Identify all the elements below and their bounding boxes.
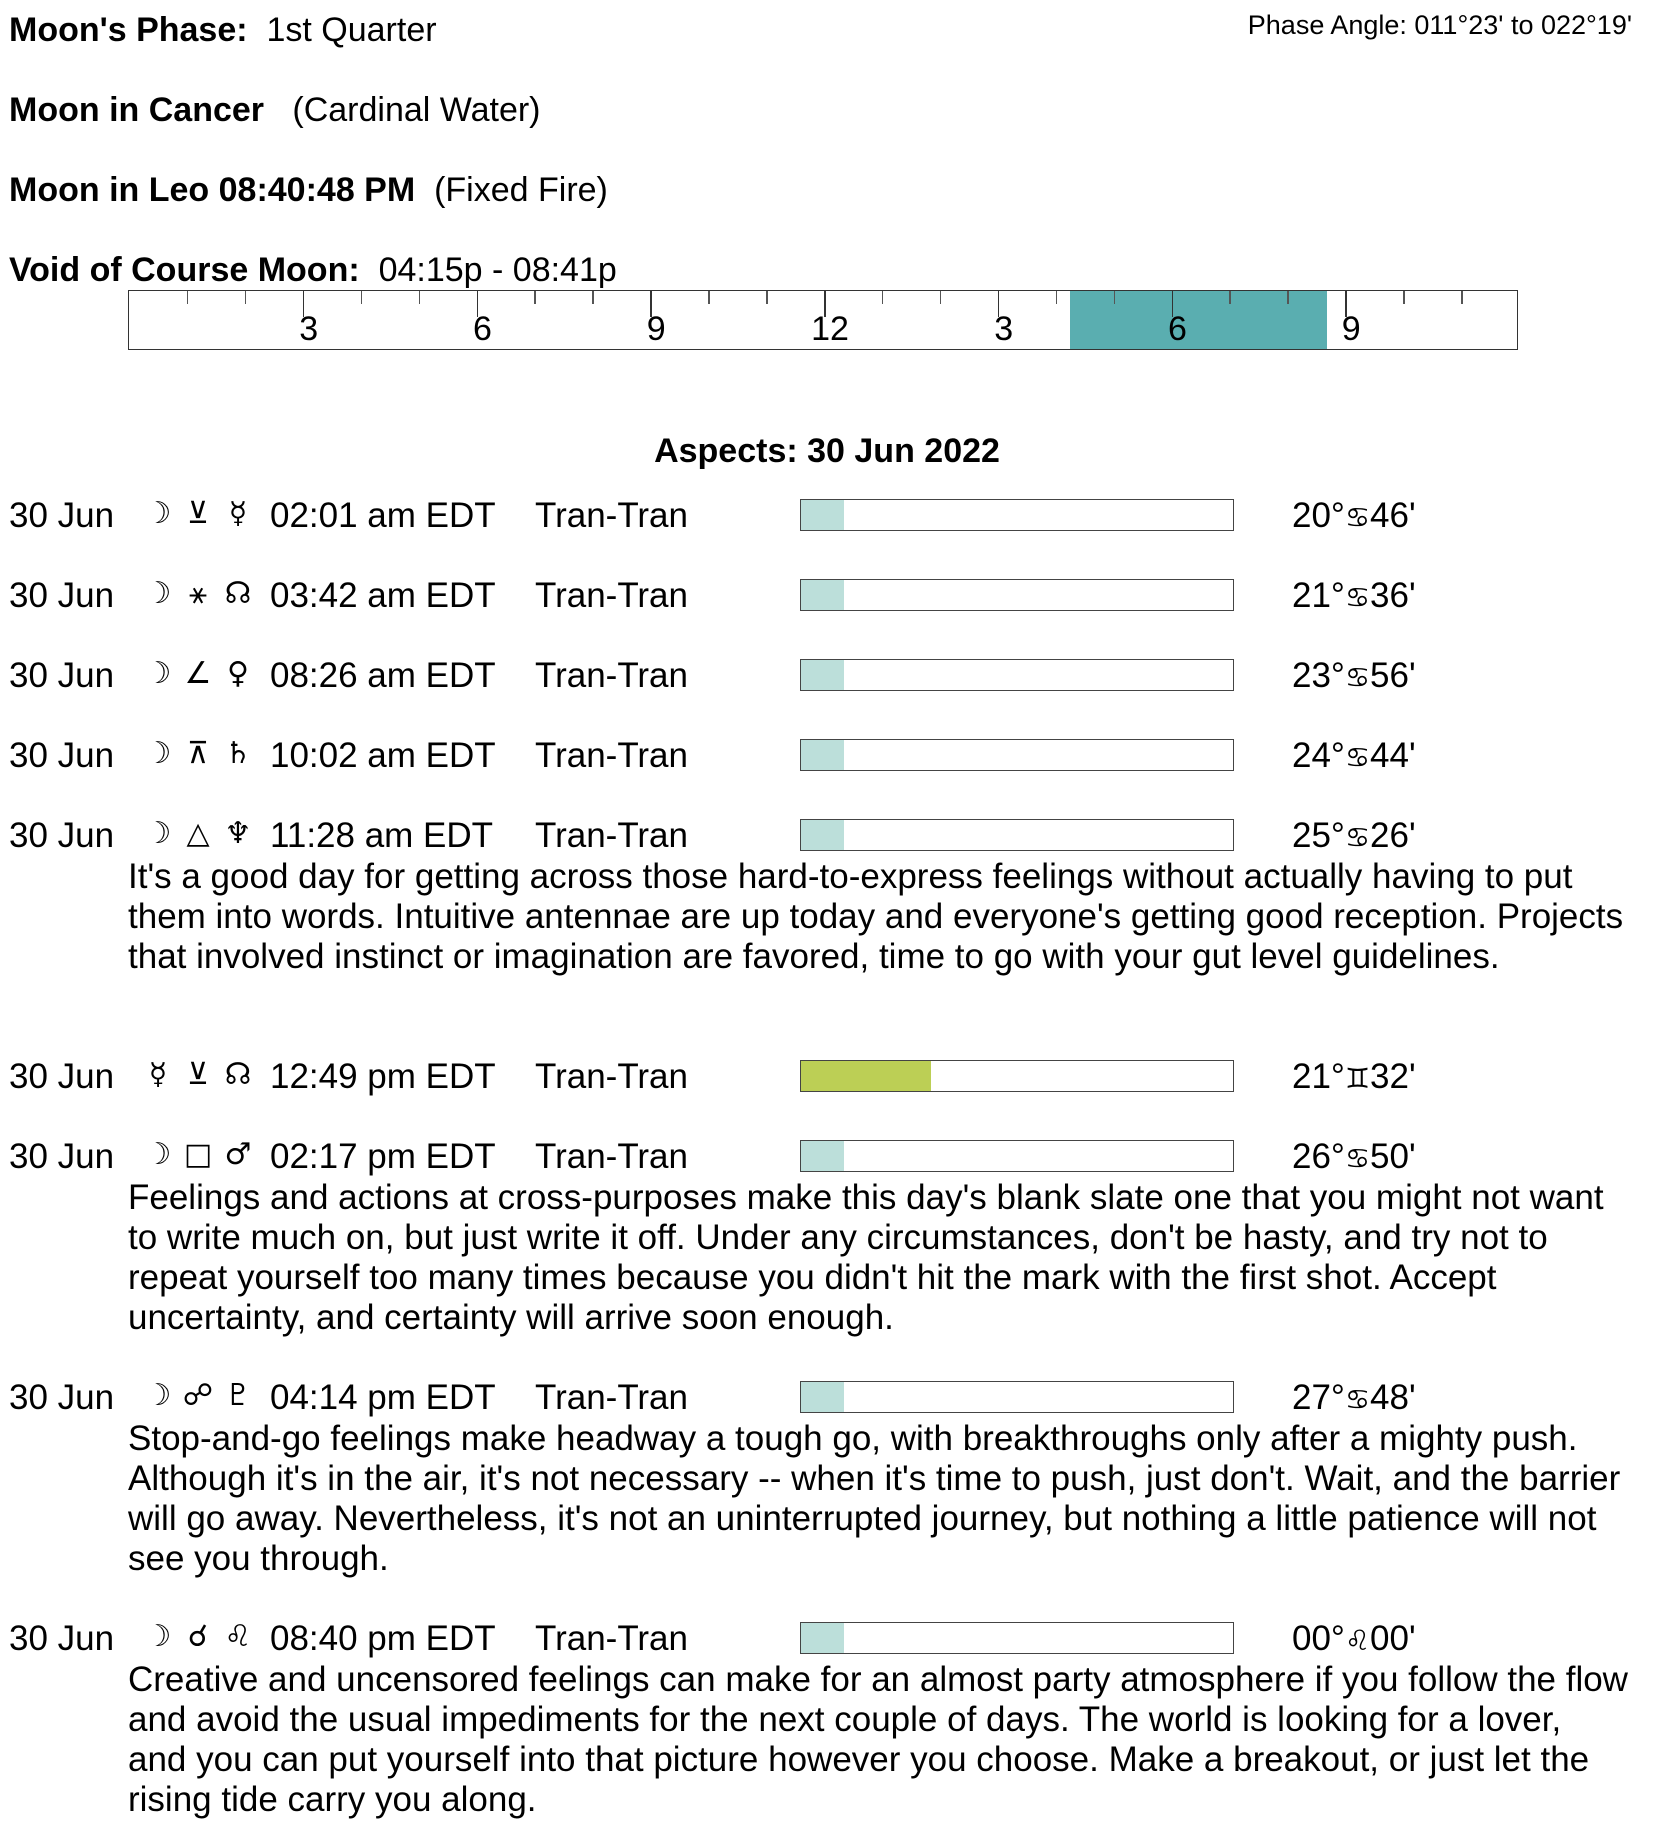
aspect-strength-fill [801,820,844,850]
position-degree: 24° [1292,736,1345,775]
timeline-hour-label: 9 [646,310,666,348]
moon-phase-value: 1st Quarter [266,11,437,49]
aspect-position [1292,736,1416,776]
aspect-position [1292,1378,1416,1418]
timeline-minor-tick [592,291,594,304]
aspect-date: 30 Jun [9,576,115,615]
aspect-time: 11:28 am EDT [270,816,494,855]
void-of-course-label: Void of Course Moon: [9,251,360,289]
zodiac-sign-icon: ♋ [1344,1142,1371,1175]
aspect-row [0,816,1654,860]
timeline-minor-tick [1114,291,1116,304]
moon-icon: ☽ [144,816,172,851]
moon-icon: ☽ [144,736,172,771]
aspect-date: 30 Jun [9,656,115,695]
aspect-kind: Tran-Tran [535,656,688,695]
aspect-row [0,496,1654,540]
sextile-icon: ⚹ [189,576,207,611]
zodiac-sign-icon: ♋ [1344,821,1371,854]
aspect-position [1292,576,1416,616]
aspect-time: 04:14 pm EDT [270,1378,496,1417]
leo-icon: ♌ [224,1619,252,1654]
position-minute: 44' [1370,736,1416,775]
phase-angle: Phase Angle: 011°23' to 022°19' [1247,10,1632,40]
timeline-hour-label: 12 [811,310,849,348]
position-minute: 26' [1370,816,1416,855]
aspect-glyphs [138,1619,258,1654]
semisextile-icon: ⊻ [187,496,209,531]
aspect-description: It's a good day for getting across those hard-to-express feelings without actually having to put them into words. Intuitive antennae are up today and everyone's getting good reception. Projects that involved instinct or imagination are favored, time to go with your gut level guidelines. [128,857,1624,976]
aspect-kind: Tran-Tran [535,736,688,775]
zodiac-sign-icon: ♊ [1344,1062,1371,1095]
aspect-description: Creative and uncensored feelings can make for an almost party atmosphere if you follow the flow and avoid the usual impediments for the next couple of days. The world is looking for a lover, and you can put yourself into that picture however you choose. Make a breakout, or just let the rising tide carry you along. [128,1660,1628,1819]
aspect-strength-bar [800,1140,1234,1172]
aspect-glyphs [138,576,258,611]
timeline-hour-label: 3 [994,310,1014,348]
zodiac-sign-icon: ♋ [1344,581,1371,614]
moon-icon: ☽ [144,576,172,611]
aspect-row [0,1378,1654,1422]
moon-sign-leo-element: (Fixed Fire) [434,171,608,209]
aspect-position [1292,1619,1416,1659]
aspects-title: Aspects: 30 Jun 2022 [654,432,1000,470]
position-degree: 26° [1292,1137,1345,1176]
moon-sign-cancer-line [9,90,541,130]
aspect-strength-bar [800,659,1234,691]
aspect-position [1292,496,1416,536]
position-degree: 27° [1292,1378,1345,1417]
moon-phase-line [9,10,437,50]
timeline-hour-label: 3 [299,310,319,348]
aspect-kind: Tran-Tran [535,1619,688,1658]
aspect-glyphs [138,1378,258,1413]
aspect-strength-fill [801,1141,844,1171]
position-minute: 46' [1370,496,1416,535]
aspect-strength-bar [800,739,1234,771]
aspect-row [0,1137,1654,1181]
aspect-kind: Tran-Tran [535,1378,688,1417]
conjunction-icon: ☌ [187,1619,209,1654]
pluto-icon: ♇ [224,1378,252,1413]
aspect-row [0,1057,1654,1101]
zodiac-sign-icon: ♋ [1344,741,1371,774]
aspect-position [1292,1057,1416,1097]
position-degree: 23° [1292,656,1345,695]
opposition-icon: ☍ [182,1378,214,1413]
aspect-strength-bar [800,1622,1234,1654]
aspect-date: 30 Jun [9,736,115,775]
aspect-strength-bar [800,1381,1234,1413]
aspect-position [1292,816,1416,856]
aspect-time: 08:40 pm EDT [270,1619,496,1658]
aspect-glyphs [138,496,258,531]
aspect-kind: Tran-Tran [535,1137,688,1176]
aspect-strength-fill [801,1382,844,1412]
aspect-strength-bar [800,499,1234,531]
timeline-minor-tick [1403,291,1405,304]
aspect-time: 03:42 am EDT [270,576,496,615]
aspect-strength-bar [800,579,1234,611]
void-of-course-timeline [128,290,1518,350]
aspect-strength-bar [800,1060,1234,1092]
position-minute: 32' [1370,1057,1416,1096]
aspect-time: 08:26 am EDT [270,656,496,695]
position-minute: 36' [1370,576,1416,615]
timeline-hour-label: 6 [473,310,492,348]
aspect-time: 12:49 pm EDT [270,1057,496,1096]
position-degree: 25° [1292,816,1345,855]
aspect-strength-fill [801,580,844,610]
aspect-row [0,1619,1654,1663]
moon-icon: ☽ [144,1137,172,1172]
aspect-row [0,736,1654,780]
mars-icon: ♂ [224,1137,252,1172]
timeline-minor-tick [1229,291,1231,304]
moon-icon: ☽ [144,656,172,691]
aspect-glyphs [138,736,258,771]
position-minute: 00' [1370,1619,1416,1658]
aspect-time: 02:17 pm EDT [270,1137,496,1176]
moon-sign-cancer-element: (Cardinal Water) [292,91,541,129]
semisextile-icon: ⊻ [187,1057,209,1092]
quincunx-icon: ⊼ [187,736,209,771]
timeline-minor-tick [766,291,768,304]
moon-sign-leo-line [9,170,608,210]
aspect-date: 30 Jun [9,1057,115,1096]
zodiac-sign-icon: ♋ [1344,661,1371,694]
moon-sign-cancer-label: Moon in Cancer [9,91,265,129]
aspect-glyphs [138,1057,258,1092]
void-of-course-line [9,250,617,290]
venus-icon: ♀ [227,656,249,691]
saturn-icon: ♄ [224,736,252,771]
aspect-glyphs [138,1137,258,1172]
position-degree: 21° [1292,1057,1345,1096]
timeline-minor-tick [708,291,710,304]
moon-phase-label: Moon's Phase: [9,11,248,49]
timeline-minor-tick [1056,291,1058,304]
neptune-icon: ♆ [224,816,252,851]
position-degree: 21° [1292,576,1345,615]
timeline-minor-tick [419,291,421,304]
node-icon: ☊ [224,576,252,611]
aspect-strength-fill [801,1623,844,1653]
aspect-description: Stop-and-go feelings make headway a tough go, with breakthroughs only after a mighty push. Although it's in the air, it's not necessary -- when it's time to push, just don't. Wait, and the barrier will go away. Nevertheless, it's not an uninterrupted journey, but nothing a little patience will not see you through. [128,1419,1621,1578]
aspect-strength-bar [800,819,1234,851]
aspect-glyphs [138,816,258,851]
timeline-minor-tick [361,291,363,304]
void-of-course-value: 04:15p - 08:41p [378,251,617,289]
moon-sign-leo-label: Moon in Leo 08:40:48 PM [9,171,416,209]
aspect-date: 30 Jun [9,816,115,855]
timeline-minor-tick [1287,291,1289,304]
timeline-hour-label: 6 [1168,310,1187,348]
timeline-hour-label: 9 [1341,310,1361,348]
aspect-date: 30 Jun [9,1137,115,1176]
zodiac-sign-icon: ♋ [1344,501,1371,534]
aspect-date: 30 Jun [9,1378,115,1417]
timeline-minor-tick [187,291,189,304]
position-minute: 48' [1370,1378,1416,1417]
aspect-kind: Tran-Tran [535,496,688,535]
node-icon: ☊ [224,1057,252,1092]
mercury-icon: ☿ [228,496,248,531]
moon-icon: ☽ [144,1378,172,1413]
timeline-minor-tick [1461,291,1463,304]
position-degree: 00° [1292,1619,1345,1658]
position-minute: 56' [1370,656,1416,695]
semisquare-icon: ∠ [184,656,212,691]
aspect-strength-fill [801,1061,931,1091]
aspect-position [1292,656,1416,696]
zodiac-sign-icon: ♋ [1344,1383,1371,1416]
position-minute: 50' [1370,1137,1416,1176]
position-degree: 20° [1292,496,1345,535]
timeline-minor-tick [940,291,942,304]
aspect-row [0,656,1654,700]
aspect-position [1292,1137,1416,1177]
timeline-minor-tick [245,291,247,304]
trine-icon: △ [186,816,210,851]
aspect-date: 30 Jun [9,1619,115,1658]
aspect-strength-fill [801,500,844,530]
square-icon: □ [183,1137,213,1172]
aspect-date: 30 Jun [9,496,115,535]
aspect-glyphs [138,656,258,691]
aspect-strength-fill [801,740,844,770]
timeline-minor-tick [882,291,884,304]
moon-icon: ☽ [144,1619,172,1654]
aspect-description: Feelings and actions at cross-purposes make this day's blank slate one that you might not want to write much on, but just write it off. Under any circumstances, don't be hasty, and try not to repeat yourself too many times because you didn't hit the mark with the first shot. Accept uncertainty, and certainty will arrive soon enough. [128,1178,1604,1337]
aspect-kind: Tran-Tran [535,576,688,615]
timeline-minor-tick [534,291,536,304]
aspect-time: 10:02 am EDT [270,736,496,775]
aspect-kind: Tran-Tran [535,816,688,855]
zodiac-sign-icon: ♌ [1344,1624,1371,1657]
aspect-row [0,576,1654,620]
aspect-kind: Tran-Tran [535,1057,688,1096]
moon-icon: ☽ [144,496,172,531]
aspect-time: 02:01 am EDT [270,496,496,535]
aspect-strength-fill [801,660,844,690]
mercury-icon: ☿ [148,1057,168,1092]
